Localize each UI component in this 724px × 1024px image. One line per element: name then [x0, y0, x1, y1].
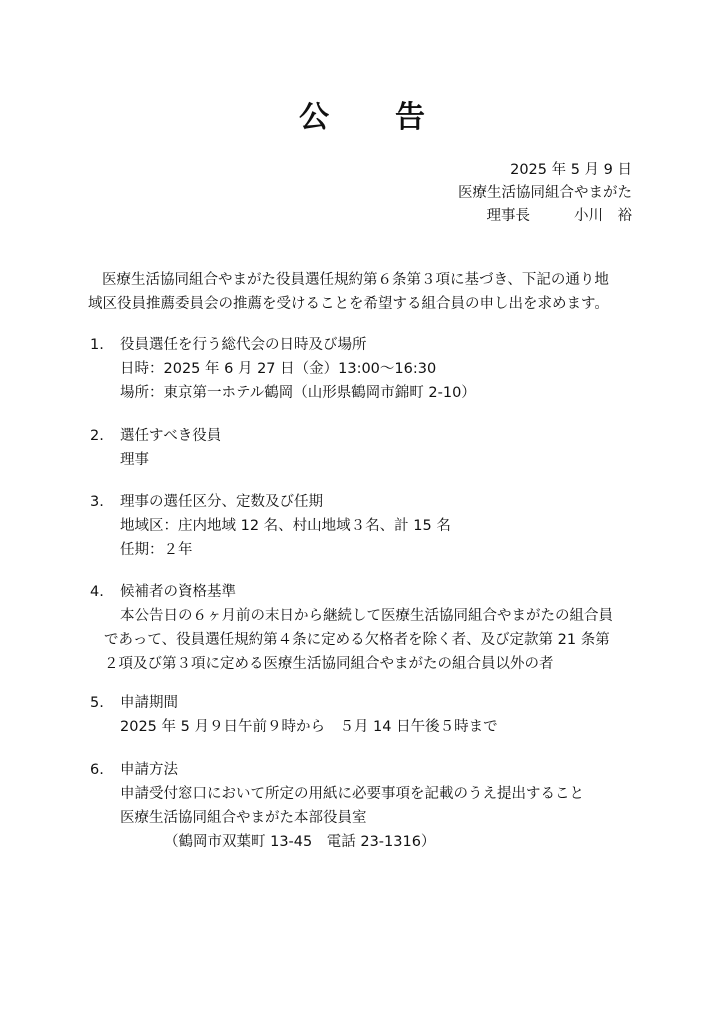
section-heading	[90, 758, 584, 782]
section-line: 地域区：庄内地域 12 名、村山地域３名、計 15 名	[120, 518, 451, 534]
section-title: 候補者の資格基準	[120, 584, 236, 600]
section-line: ２項及び第３項に定める医療生活協同組合やまがたの組合員以外の者	[104, 656, 554, 672]
section-application-method	[90, 758, 584, 854]
section-meeting	[90, 333, 476, 405]
section-title: 理事の選任区分、定数及び任期	[120, 494, 323, 510]
section-positions	[90, 424, 221, 472]
section-number: 2.	[90, 428, 104, 444]
section-number: 5.	[90, 695, 104, 711]
section-title: 選任すべき役員	[120, 428, 222, 444]
section-number: 6.	[90, 762, 104, 778]
section-quota-term	[90, 490, 451, 562]
section-title: 役員選任を行う総代会の日時及び場所	[120, 337, 367, 353]
chair-name: 小川 裕	[574, 208, 632, 224]
section-heading	[90, 580, 650, 604]
section-heading	[90, 424, 221, 448]
document-title: 公 告	[299, 100, 443, 135]
intro-paragraph	[88, 268, 648, 316]
section-line: 2025 年 5 月９日午前９時から ５月 14 日午後５時まで	[120, 719, 498, 735]
section-line: 申請受付窓口において所定の用紙に必要事項を記載のうえ提出すること	[120, 786, 584, 802]
section-line: 任期：２年	[120, 542, 193, 558]
section-title: 申請期間	[120, 695, 178, 711]
section-number: 3.	[90, 494, 104, 510]
section-heading	[90, 333, 476, 357]
chair-title: 理事長	[486, 208, 530, 224]
organization-name: 医療生活協同組合やまがた	[458, 185, 632, 201]
section-title: 申請方法	[120, 762, 178, 778]
section-line: 理事	[120, 452, 149, 468]
section-line: 日時：2025 年 6 月 27 日（金）13:00～16:30	[120, 361, 437, 377]
intro-line: 域区役員推薦委員会の推薦を受けることを希望する組合員の申し出を求めます。	[88, 296, 609, 312]
section-number: 4.	[90, 584, 104, 600]
section-application-period	[90, 691, 498, 739]
contact-address: （鶴岡市双葉町 13-45 電話 23-1316）	[164, 834, 436, 850]
issue-date: 2025 年 5 月 9 日	[510, 162, 632, 178]
section-number: 1.	[90, 337, 104, 353]
section-line: 本公告日の６ヶ月前の末日から継続して医療生活協同組合やまがたの組合員	[120, 608, 613, 624]
chair-signature	[487, 204, 633, 225]
section-line: 場所：東京第一ホテル鶴岡（山形県鶴岡市錦町 2-10）	[120, 385, 476, 401]
intro-line: 医療生活協同組合やまがた役員選任規約第６条第３項に基づき、下記の通り地	[102, 272, 609, 288]
section-line: 医療生活協同組合やまがた本部役員室	[120, 810, 367, 826]
section-eligibility	[90, 580, 650, 676]
section-line: であって、役員選任規約第４条に定める欠格者を除く者、及び定款第 21 条第	[104, 632, 610, 648]
section-heading	[90, 490, 451, 514]
section-heading	[90, 691, 498, 715]
